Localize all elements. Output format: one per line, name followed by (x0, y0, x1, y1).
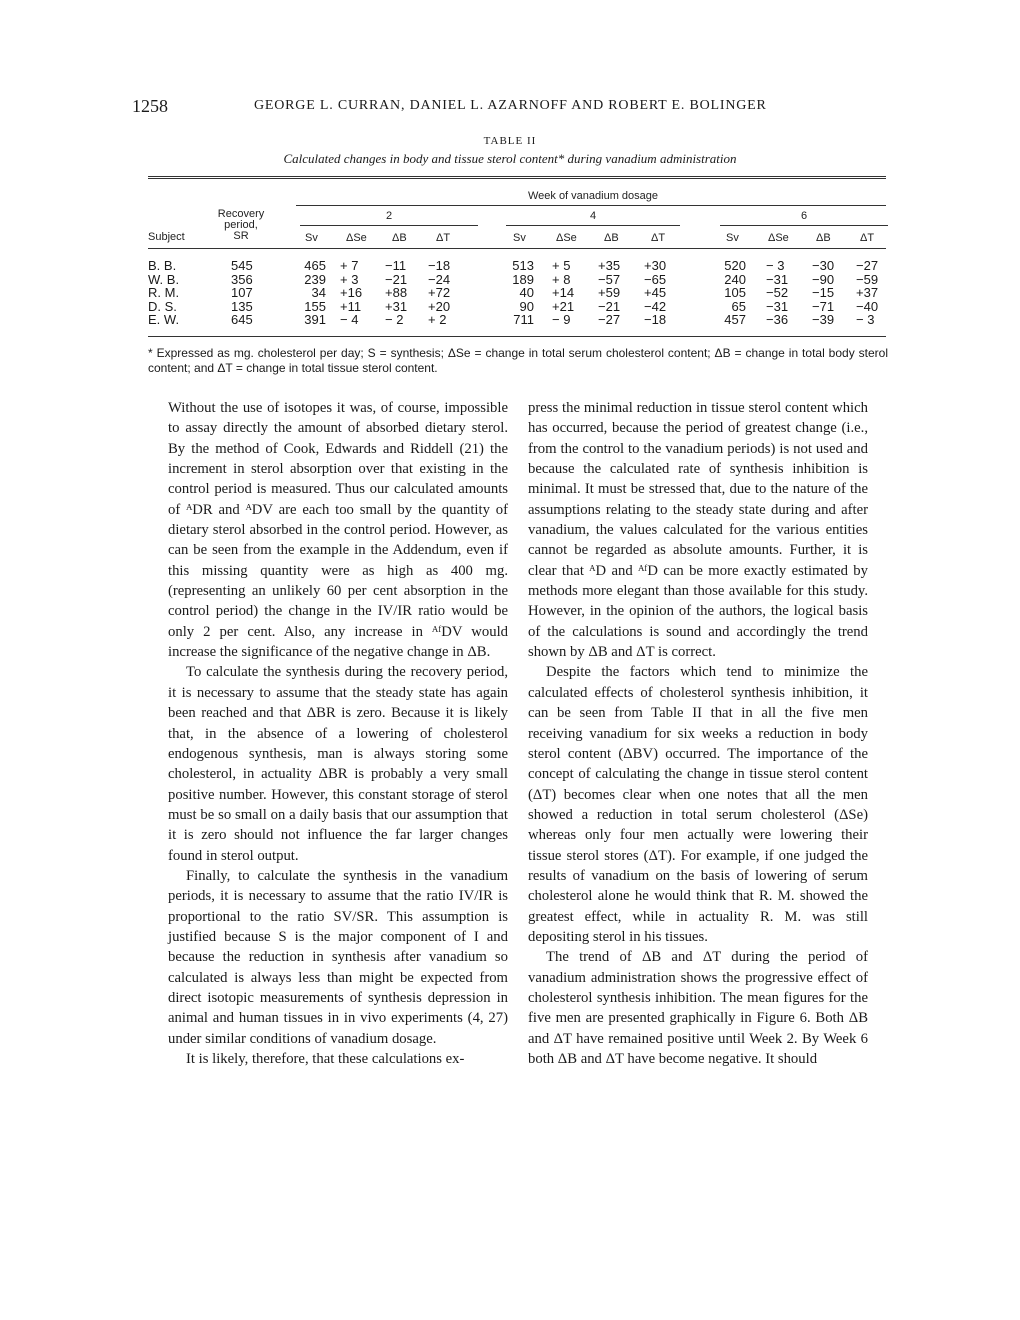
w6-sv-cell: 65 (731, 298, 746, 314)
w6-dse-cell: − 3 (766, 258, 785, 273)
week-4-rule (506, 225, 680, 226)
table-bottom-rule (148, 336, 886, 337)
w4-dse-cell: +21 (552, 298, 575, 314)
w6-sv-cell: 105 (724, 285, 746, 300)
recovery-cell: 356 (231, 271, 253, 287)
recovery-header-line3: SR (233, 230, 249, 242)
subject-cell: E. W. (148, 312, 180, 327)
w6-dt-cell: +37 (856, 285, 879, 300)
subject-cell: D. S. (148, 298, 177, 314)
body-paragraph: Finally, to calculate the synthesis in the vanadium periods, it is necessary to assume that the ratio IV/IR is proportional to the ratio SV/SR. This assumption is justified because S is the major component of I and because the reduction in synthesis after vanadium so calculated is always less than might be expected from direct isotopic measurements of synthesis depression in animal and human tissues in in vivo experiments (4, 27) under similar conditions of vanadium dosage. (168, 867, 508, 1047)
w4-dse-cell: +14 (552, 285, 575, 300)
w2-db-cell: − 2 (385, 312, 404, 327)
w2-dt-cell: −18 (428, 258, 451, 273)
subject-cell: R. M. (148, 285, 180, 300)
w6-dt-cell: − 3 (856, 312, 875, 327)
w2-dse-cell: +11 (340, 298, 362, 314)
w4-db-cell: +35 (598, 258, 621, 273)
table-footnote: * Expressed as mg. cholesterol per day; S = synthesis; ΔSe = change in total serum cholesterol content; ΔB = change in total body sterol content; and ΔT = change in total tissue sterol content. (148, 346, 888, 375)
w2-sv-cell: 155 (304, 298, 326, 314)
w4-dse-header: ΔSe (556, 232, 577, 244)
w4-sv-header: Sv (513, 232, 526, 244)
recovery-cell: 107 (231, 285, 253, 300)
w2-db-cell: −21 (385, 271, 408, 287)
week-6-header: 6 (800, 210, 808, 222)
w4-dse-cell: + 8 (552, 271, 571, 287)
subject-cell: B. B. (148, 258, 177, 273)
w6-dt-header: ΔT (860, 232, 875, 244)
w6-sv-cell: 520 (724, 258, 746, 273)
w2-sv-cell: 34 (311, 285, 326, 300)
body-paragraph: Without the use of isotopes it was, of course, impossible to assay directly the amount of absorbed dietary sterol. By the method of Cook, Edwards and Riddell (21) the increment in sterol absorption over that existing in the control period is measured. Thus our calculated amounts of ᴬDR and ᴬDV are each too small by the quantity of dietary sterol absorbed in the control period. However, as can be seen from the example in the Addendum, even if this missing quantity were as high as 400 mg. (representing an unlikely 60 per cent absorption in the control period) the change in the IV/IR ratio would be only 2 per cent. Also, any increase in ᴬᶠDV would increase the significance of the negative change in ΔB. (168, 400, 508, 661)
w2-dt-cell: + 2 (428, 312, 447, 327)
w6-sv-cell: 240 (724, 271, 746, 287)
subject-header: Subject (148, 231, 185, 243)
w6-dse-cell: −31 (766, 298, 789, 314)
w2-sv-header: Sv (305, 232, 318, 244)
body-paragraph: It is likely, therefore, that these calculations ex- (186, 1051, 465, 1067)
w2-dse-cell: +16 (340, 285, 363, 300)
w6-db-cell: −39 (812, 312, 835, 327)
w2-dse-cell: − 4 (340, 312, 359, 327)
w4-dt-cell: +45 (644, 285, 667, 300)
w6-dt-cell: −27 (856, 258, 879, 273)
w4-sv-cell: 711 (513, 312, 534, 327)
w4-db-cell: +59 (598, 285, 621, 300)
body-paragraph: To calculate the synthesis during the recovery period, it is necessary to assume that the steady state has again been reached and that ΔBR is zero. Because it is likely that, in the absence of a lowering of cholesterol endogenous synthesis, man is always storing some cholesterol, in actuality ΔBR is probably a very small positive number. However, this constant storage of sterol must be so small on a daily basis that our assumption that it is zero should not influence the far larger changes found in sterol output. (168, 664, 508, 864)
w4-sv-cell: 90 (519, 298, 534, 314)
recovery-cell: 645 (231, 312, 253, 327)
w6-db-header: ΔB (816, 232, 831, 244)
w6-dse-header: ΔSe (768, 232, 789, 244)
w2-db-cell: −11 (385, 258, 407, 273)
w4-dt-header: ΔT (651, 232, 666, 244)
w4-dt-cell: +30 (644, 258, 667, 273)
w2-dse-cell: + 7 (340, 258, 359, 273)
table-caption: Calculated changes in body and tissue sterol content* during vanadium administration (283, 151, 737, 166)
body-paragraph: Despite the factors which tend to minimize the calculated effects of cholesterol synthesis inhibition, it can be seen from Table II that in all the five men receiving vanadium for six weeks a reduction in body sterol content (ΔBV) occurred. The importance of the concept of calculating the change in tissue sterol content (ΔT) becomes clear when one notes that all the men showed a reduction in total serum cholesterol (ΔSe) whereas only four men actually were lowering their tissue sterol stores (ΔT). For example, if one judged the results of vanadium on the basis of lowering of serum cholesterol alone he would think that R. M. showed the greatest effect, while in actuality R. M. was still depositing sterol in his tissues. (528, 664, 868, 945)
w2-dt-cell: +72 (428, 285, 451, 300)
recovery-cell: 545 (231, 258, 253, 273)
w6-sv-header: Sv (726, 232, 739, 244)
week-4-header: 4 (589, 210, 597, 222)
w6-db-cell: −90 (812, 271, 835, 287)
w2-db-cell: +88 (385, 285, 408, 300)
w6-db-cell: −71 (812, 298, 835, 314)
table-top-rule (148, 176, 886, 179)
w2-db-header: ΔB (392, 232, 407, 244)
w6-dt-cell: −59 (856, 271, 879, 287)
w6-db-cell: −15 (812, 285, 835, 300)
w6-db-cell: −30 (812, 258, 835, 273)
body-paragraph: press the minimal reduction in tissue sterol content which has occurred, because the period of greatest change (i.e., from the control to the vanadium periods) is not used and because the calculated rate of synthesis inhibition is minimal. It must be stressed that, due to the nature of the assumptions relating to the steady state during and after vanadium, the values calculated for the various entities cannot be regarded as absolute amounts. Further, it is clear that ᴬD and ᴬᶠD can be more exactly estimated by methods more elegant than those available for this study. However, in the opinion of the authors, the logical basis of the calculations is sound and accordingly the trend shown by ΔB and ΔT is correct. (528, 400, 868, 661)
w6-dt-cell: −40 (856, 298, 879, 314)
w4-db-cell: −27 (598, 312, 621, 327)
running-head: GEORGE L. CURRAN, DANIEL L. AZARNOFF AND ROBERT E. BOLINGER (254, 98, 767, 113)
page-number: 1258 (132, 96, 168, 116)
w2-dt-cell: +20 (428, 298, 451, 314)
subject-cell: W. B. (148, 271, 180, 287)
w2-sv-cell: 465 (304, 258, 326, 273)
w6-dse-cell: −31 (766, 271, 789, 287)
w4-dt-cell: −65 (644, 271, 667, 287)
w6-sv-cell: 457 (724, 312, 746, 327)
week-2-header: 2 (385, 210, 393, 222)
recovery-header (212, 209, 270, 242)
w2-db-cell: +31 (385, 298, 408, 314)
week-group-rule (296, 205, 886, 206)
table-label: TABLE II (483, 135, 537, 147)
week-6-rule (720, 225, 888, 226)
w6-dse-cell: −52 (766, 285, 789, 300)
week-2-rule (300, 225, 478, 226)
w2-dt-cell: −24 (428, 271, 451, 287)
week-group-header: Week of vanadium dosage (527, 190, 659, 202)
w4-sv-cell: 40 (519, 285, 534, 300)
w2-sv-cell: 239 (304, 271, 326, 287)
right-column (528, 398, 868, 1069)
recovery-header-line1: Recovery (217, 208, 265, 220)
table-header-rule (148, 248, 886, 249)
left-column (168, 398, 508, 1069)
w4-db-cell: −21 (598, 298, 621, 314)
w6-dse-cell: −36 (766, 312, 789, 327)
w2-dse-cell: + 3 (340, 271, 359, 287)
recovery-cell: 135 (231, 298, 253, 314)
w4-sv-cell: 513 (512, 258, 534, 273)
w4-db-header: ΔB (604, 232, 619, 244)
w4-dse-cell: − 9 (552, 312, 571, 327)
w4-db-cell: −57 (598, 271, 621, 287)
w2-dse-header: ΔSe (346, 232, 367, 244)
w4-dt-cell: −42 (644, 298, 667, 314)
w2-sv-cell: 391 (304, 312, 326, 327)
recovery-header-line2: period, (224, 219, 258, 231)
body-paragraph: The trend of ΔB and ΔT during the period of vanadium administration shows the progressive effect of cholesterol synthesis inhibition. The mean figures for the five men are presented graphically in Figure 6. Both ΔB and ΔT have remained positive until Week 2. By Week 6 both ΔB and ΔT have become negative. It should (528, 949, 868, 1067)
w4-dt-cell: −18 (644, 312, 667, 327)
w4-sv-cell: 189 (512, 271, 534, 287)
w2-dt-header: ΔT (436, 232, 451, 244)
w4-dse-cell: + 5 (552, 258, 571, 273)
